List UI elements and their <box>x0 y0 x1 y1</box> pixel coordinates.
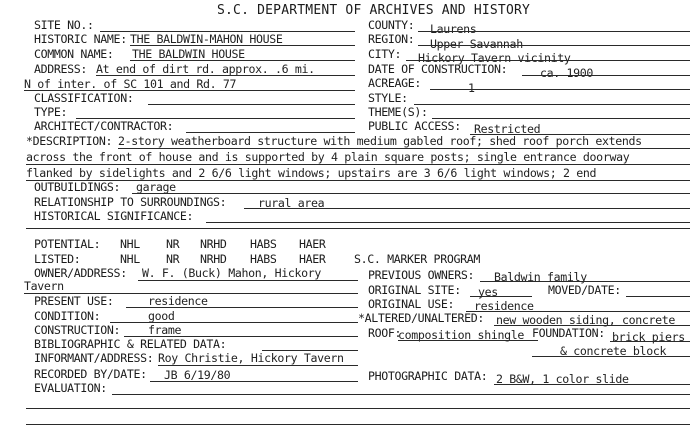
architect-line <box>186 132 355 133</box>
evaluation-line1 <box>112 394 690 395</box>
region-label: REGION: <box>368 32 415 46</box>
style-line <box>414 104 690 105</box>
informant-value: Roy Christie, Hickory Tavern <box>158 351 344 365</box>
evaluation-line2 <box>26 408 690 409</box>
present-use-line <box>126 307 358 308</box>
classification-line <box>148 104 355 105</box>
classification-label: CLASSIFICATION: <box>34 91 134 105</box>
potential-habs: HABS <box>250 237 277 251</box>
outbuildings-value: garage <box>136 180 176 194</box>
potential-nhl: NHL <box>120 237 140 251</box>
public-access-value: Restricted <box>474 122 541 136</box>
address-label: ADDRESS: <box>34 62 88 76</box>
original-site-line <box>470 296 532 297</box>
common-name-label: COMMON NAME: <box>34 47 114 61</box>
outbuildings-label: OUTBUILDINGS: <box>34 180 121 194</box>
relationship-line <box>244 208 690 209</box>
foundation-line1 <box>610 341 690 342</box>
previous-owners-line <box>480 281 690 282</box>
listed-label: LISTED: <box>34 252 81 266</box>
foundation-value-line1: brick piers <box>612 330 685 344</box>
moved-label: MOVED/DATE: <box>548 283 621 297</box>
altered-label: *ALTERED/UNALTERED: <box>358 311 484 325</box>
potential-label: POTENTIAL: <box>34 237 101 251</box>
description-line3: flanked by sidelights and 2 6/6 light windows; upstairs are 3 6/6 light windows; 2 end <box>26 166 597 180</box>
acreage-label: ACREAGE: <box>368 76 422 90</box>
relationship-value: rural area <box>258 196 325 210</box>
photographic-value: 2 B&W, 1 color slide <box>496 372 629 386</box>
previous-owners-value: Baldwin family <box>494 270 587 284</box>
common-name-line <box>130 60 355 61</box>
owner-value-line2: Tavern <box>24 279 64 293</box>
significance-rule2 <box>26 228 690 229</box>
listed-nr: NR <box>166 252 180 266</box>
significance-label: HISTORICAL SIGNIFICANCE: <box>34 209 194 223</box>
foundation-value-line2: & concrete block <box>560 344 667 358</box>
county-label: COUNTY: <box>368 18 415 32</box>
owner-label: OWNER/ADDRESS: <box>34 266 127 280</box>
city-label: CITY: <box>368 47 402 61</box>
style-label: STYLE: <box>368 91 408 105</box>
moved-line <box>626 296 690 297</box>
county-line <box>418 31 690 32</box>
marker-program-label: S.C. MARKER PROGRAM <box>354 252 480 266</box>
date-value: ca. 1900 <box>540 66 594 80</box>
original-use-line <box>466 311 690 312</box>
photographic-line <box>494 384 690 385</box>
owner-line1 <box>138 280 358 281</box>
photographic-label: PHOTOGRAPHIC DATA: <box>368 369 488 383</box>
foundation-label: FOUNDATION: <box>532 326 605 340</box>
construction-value: frame <box>148 323 182 337</box>
original-site-value: yes <box>478 285 498 299</box>
type-label: TYPE: <box>34 105 68 119</box>
informant-label: INFORMANT/ADDRESS: <box>34 351 154 365</box>
recorded-value: JB 6/19/80 <box>164 368 231 382</box>
listed-habs: HABS <box>250 252 277 266</box>
owner-value-line1: W. F. (Buck) Mahon, Hickory <box>142 266 322 280</box>
address-line1 <box>96 75 355 76</box>
evaluation-line3 <box>26 424 690 425</box>
address-value-line1: At end of dirt rd. approx. .6 mi. <box>96 62 315 76</box>
recorded-label: RECORDED BY/DATE: <box>34 367 147 381</box>
date-line <box>522 75 690 76</box>
description-rule2 <box>26 164 690 165</box>
potential-nr: NR <box>166 237 180 251</box>
common-name-value: THE BALDWIN HOUSE <box>132 47 245 61</box>
region-value: Upper Savannah <box>430 37 523 51</box>
altered-value: new wooden siding, concrete <box>496 313 676 327</box>
relationship-label: RELATIONSHIP TO SURROUNDINGS: <box>34 195 227 209</box>
condition-label: CONDITION: <box>34 309 101 323</box>
themes-line <box>432 118 690 119</box>
listed-nrhd: NRHD <box>200 252 227 266</box>
roof-value: composition shingle <box>398 328 524 342</box>
evaluation-label: EVALUATION: <box>34 381 107 395</box>
county-value: Laurens <box>430 22 477 36</box>
historic-name-line <box>130 45 355 46</box>
construction-label: CONSTRUCTION: <box>34 323 121 337</box>
date-label: DATE OF CONSTRUCTION: <box>368 62 508 76</box>
historic-name-label: HISTORIC NAME: <box>34 32 127 46</box>
present-use-label: PRESENT USE: <box>34 294 114 308</box>
city-value: Hickory Tavern vicinity <box>418 51 571 65</box>
outbuildings-line <box>132 193 690 194</box>
condition-value: good <box>148 309 175 323</box>
description-rule1 <box>118 148 690 149</box>
original-site-label: ORIGINAL SITE: <box>368 283 461 297</box>
page-title: S.C. DEPARTMENT OF ARCHIVES AND HISTORY <box>217 3 531 18</box>
informant-line <box>158 365 358 366</box>
region-line <box>418 45 690 46</box>
listed-nhl: NHL <box>120 252 140 266</box>
potential-nrhd: NRHD <box>200 237 227 251</box>
architect-label: ARCHITECT/CONTRACTOR: <box>34 119 174 133</box>
original-use-value: residence <box>474 299 534 313</box>
themes-label: THEME(S): <box>368 105 428 119</box>
description-rule3 <box>26 180 690 181</box>
original-use-label: ORIGINAL USE: <box>368 297 455 311</box>
public-access-label: PUBLIC ACCESS: <box>368 119 461 133</box>
acreage-value: 1 <box>468 81 475 95</box>
description-line2: across the front of house and is supported by 4 plain square posts; single entrance doorway <box>26 150 630 164</box>
present-use-value: residence <box>148 294 208 308</box>
listed-haer: HAER <box>299 252 326 266</box>
city-line <box>406 60 690 61</box>
significance-line <box>206 222 690 223</box>
roof-line <box>398 340 538 341</box>
potential-haer: HAER <box>299 237 326 251</box>
description-label: *DESCRIPTION: <box>26 134 113 148</box>
recorded-line <box>150 381 358 382</box>
acreage-line <box>430 89 690 90</box>
description-line1: 2-story weatherboard structure with medium gabled roof; shed roof porch extends <box>118 134 642 148</box>
address-value-line2: N of inter. of SC 101 and Rd. 77 <box>24 77 237 91</box>
foundation-line2 <box>532 356 690 357</box>
previous-owners-label: PREVIOUS OWNERS: <box>368 268 475 282</box>
roof-label: ROOF: <box>368 326 402 340</box>
historic-name-value: THE BALDWIN-MAHON HOUSE <box>130 32 283 46</box>
bibliographic-label: BIBLIOGRAPHIC & RELATED DATA: <box>34 337 227 351</box>
site-no-label: SITE NO.: <box>34 18 94 32</box>
